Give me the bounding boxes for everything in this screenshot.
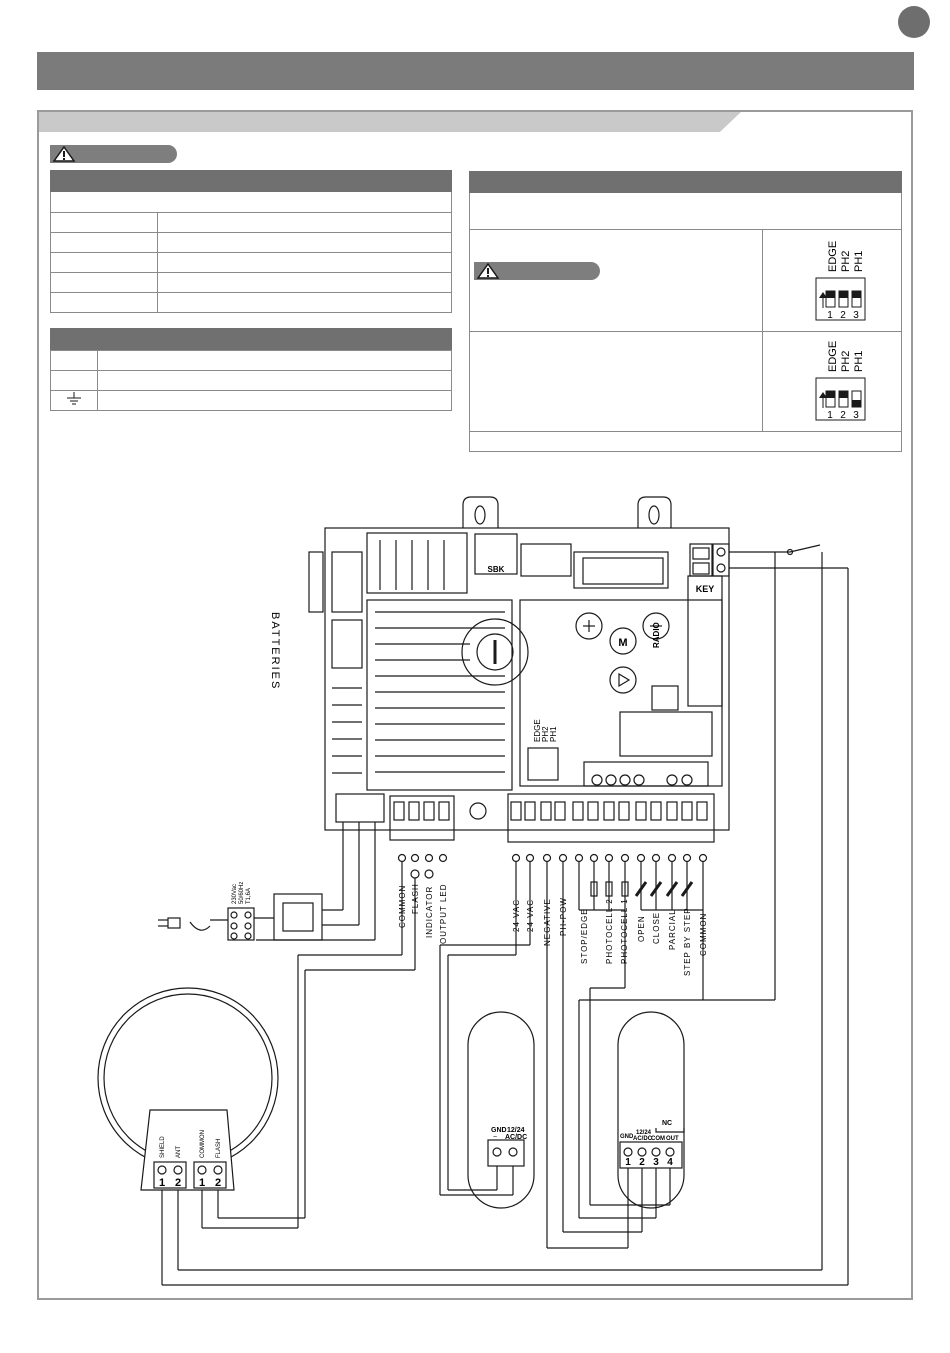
key-label: KEY (695, 584, 715, 594)
dip2-num-1: 1 (827, 410, 833, 421)
dip2-label-ph1: PH1 (853, 350, 865, 372)
rx-num-1: 1 (625, 1157, 631, 1168)
board-dip-ph1: PH1 (549, 726, 558, 742)
dip1-num-1: 1 (827, 310, 833, 321)
dip1-num-2: 2 (840, 310, 846, 321)
term-output-led: OUTPUT LED (439, 883, 448, 944)
dip1-label-ph1: PH1 (853, 250, 865, 272)
ant-num-4: 2 (214, 1177, 222, 1189)
ant-label-flash: FLASH (216, 1138, 222, 1158)
ant-label-shield: SHIELD (160, 1136, 166, 1158)
tx-1224: 12/24 (507, 1127, 525, 1134)
ant-num-2: 2 (174, 1177, 182, 1189)
ant-num-3: 1 (198, 1177, 206, 1189)
dip2-num-2: 2 (840, 410, 846, 421)
term-ph-pow: PH-POW (559, 897, 568, 936)
term-step-by-step: STEP BY STEP (683, 907, 692, 976)
ant-num-1: 1 (158, 1177, 166, 1189)
board-dip-edge: EDGE (533, 719, 542, 742)
dip2-label-edge: EDGE (827, 340, 839, 372)
term-common-2: COMMON (699, 912, 708, 956)
term-open: OPEN (637, 915, 646, 942)
radio-label: RADIO (652, 622, 661, 648)
rx-num-2: 2 (639, 1157, 645, 1168)
dip1-num-3: 3 (853, 310, 859, 321)
rx-gnd: GND (620, 1134, 634, 1140)
dip1-label-edge: EDGE (827, 240, 839, 272)
rx-nc: NC (662, 1120, 673, 1127)
tx-gnd: GND (491, 1127, 507, 1134)
transformer-rating-3: T1,6A (246, 887, 252, 904)
m-button-label: M (618, 637, 628, 649)
term-parcial: PARCIAL (668, 909, 677, 950)
tx-symbol: ~ (493, 1134, 498, 1141)
term-close: CLOSE (652, 911, 661, 944)
ant-label-common: COMMON (200, 1130, 206, 1158)
rx-1224: 12/24 (636, 1130, 652, 1136)
ant-label-ant: ANT (176, 1146, 182, 1158)
board-dip-ph2: PH2 (541, 726, 550, 742)
rx-com: COM (651, 1136, 665, 1142)
dip1-label-ph2: PH2 (840, 250, 852, 272)
rx-out: OUT (666, 1136, 679, 1142)
term-24vac-2: 24 VAC (526, 899, 535, 932)
transformer-rating-2: 50/60Hz (239, 881, 245, 904)
batteries-label: BATTERIES (269, 612, 281, 691)
term-24vac-1: 24 VAC (512, 899, 521, 932)
sbk-label: SBK (487, 565, 505, 574)
term-photocell-1: PHOTOCELL 1 (620, 898, 629, 964)
tx-acdc: AC/DC (505, 1134, 528, 1141)
term-common: COMMON (398, 884, 407, 928)
dip2-label-ph2: PH2 (840, 350, 852, 372)
dip2-num-3: 3 (853, 410, 859, 421)
term-flash: FLASH (411, 883, 420, 914)
term-negative: NEGATIVE (543, 898, 552, 946)
term-photocell-2: PHOTOCELL 2 (605, 898, 614, 964)
rx-num-4: 4 (667, 1157, 673, 1168)
transformer-rating-1: 230Vac (232, 884, 238, 904)
term-stop-edge: STOP/EDGE (580, 908, 589, 964)
rx-num-3: 3 (653, 1157, 659, 1168)
term-indicator: INDICATOR (425, 885, 434, 938)
rx-acdc: AC/DC (633, 1136, 652, 1142)
